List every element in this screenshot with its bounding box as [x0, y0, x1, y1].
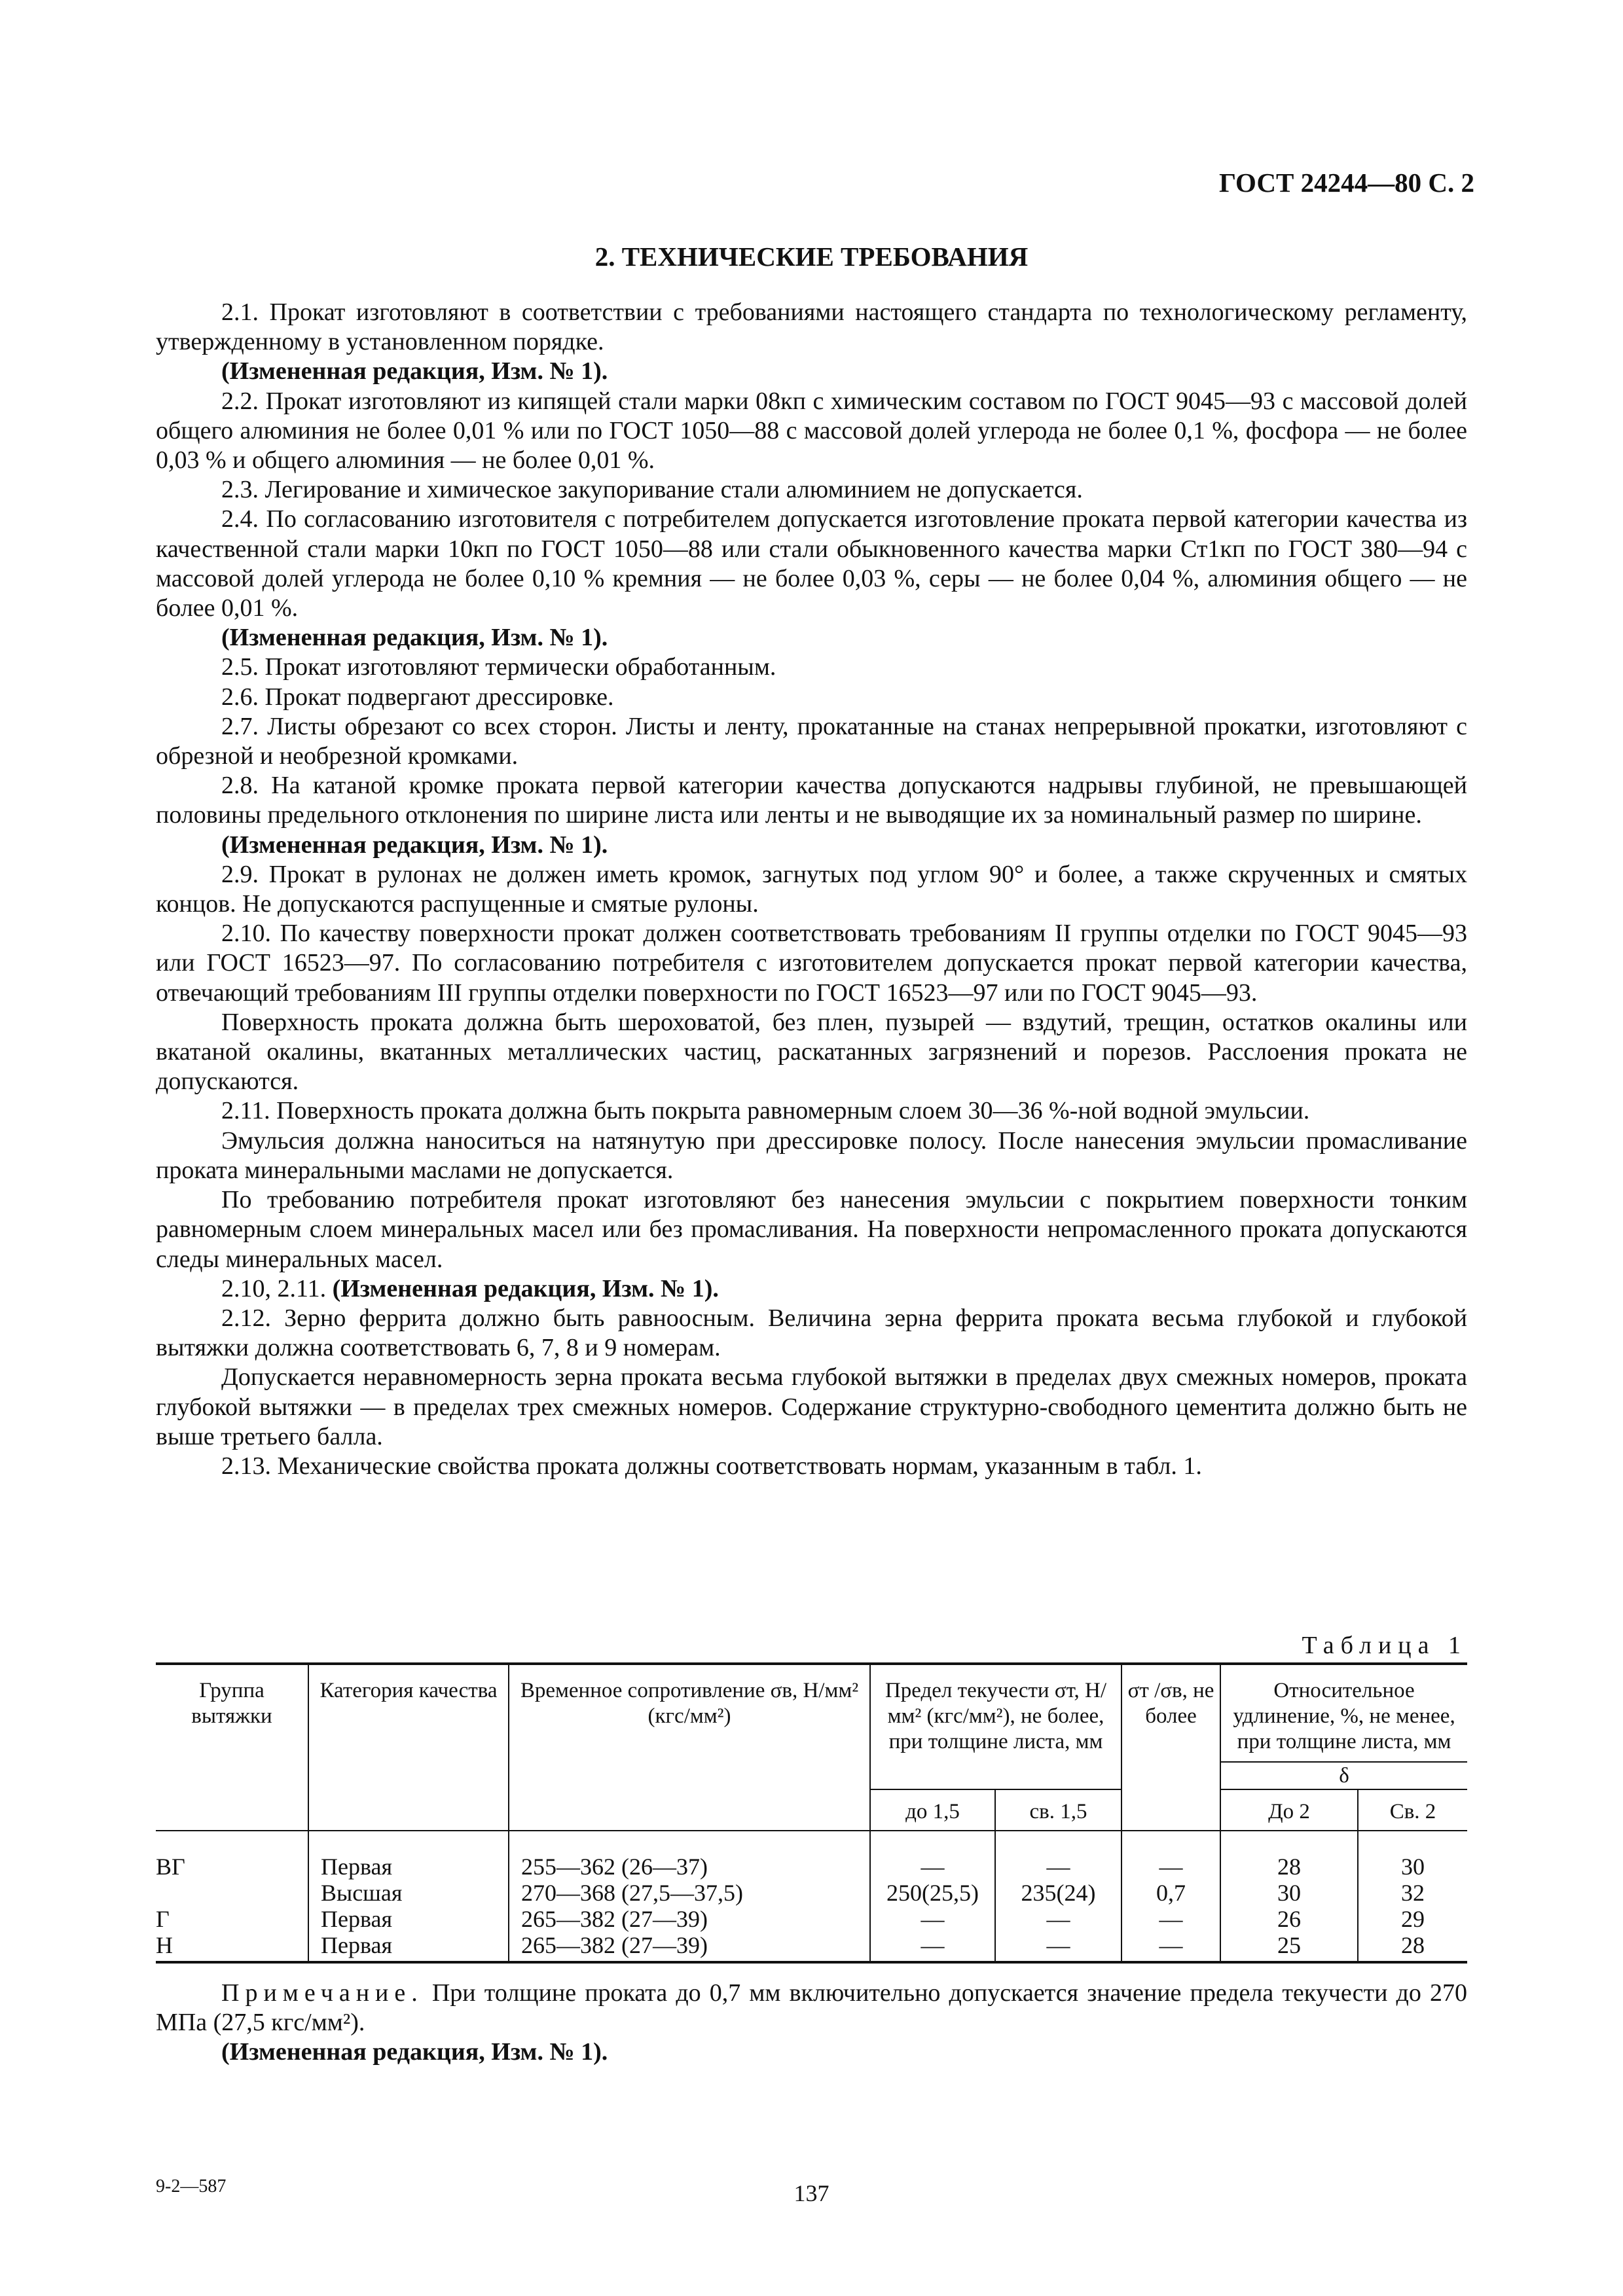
paragraph: 2.2. Прокат изготовляют из кипящей стали марки 08кп с химическим составом по ГОСТ 9045—93 с массовой долей общего алюминия не более 0,01 % или по ГОСТ 1050—88 с массовой долей углерода не более 0,1 %, фосфора — не более 0,03 % и общего алюминия — не более 0,01 %. — [156, 387, 1467, 475]
header-yield-sub2: св. 1,5 — [995, 1789, 1122, 1831]
cell-category: Первая — [308, 1906, 509, 1932]
header-delta: δ — [1220, 1762, 1467, 1789]
paragraph: 2.11. Поверхность проката должна быть покрыта равномерным слоем 30—36 %-ной водной эмульсии. — [221, 1097, 1310, 1125]
header-yield-sub1: до 1,5 — [870, 1789, 995, 1831]
cell-elong-1: 28 — [1220, 1831, 1358, 1880]
paragraph: 2.7. Листы обрезают со всех сторон. Листы и ленту, прокатанные на станах непрерывной прокатки, изготовляют с обрезной и необрезной кромками. — [156, 712, 1467, 770]
table-row — [156, 1932, 1467, 1962]
cell-group — [156, 1880, 308, 1906]
paragraph-prefix: 2.10, 2.11. — [221, 1274, 333, 1302]
paragraph: 2.12. Зерно феррита должно быть равноосным. Величина зерна феррита проката весьма глубокой и глубокой вытяжки должна соответствовать 6, 7, 8 и 9 номерам. — [156, 1304, 1467, 1362]
cell-yield-1: — — [870, 1831, 995, 1880]
cell-ratio: 0,7 — [1122, 1880, 1220, 1906]
cell-tensile: 265—382 (27—39) — [509, 1932, 870, 1962]
section-title: 2. ТЕХНИЧЕСКИЕ ТРЕБОВАНИЯ — [594, 242, 1029, 272]
paragraph: 2.10. По качеству поверхности прокат должен соответствовать требованиям II группы отделки по ГОСТ 9045—93 или ГОСТ 16523—97. По согласованию потребителя с изготовителем допускается прокат первой категории качества, отвечающий требованиям III группы отделки поверхности по ГОСТ 16523—97 или по ГОСТ 9045—93. — [156, 920, 1467, 1007]
paragraph: 2.9. Прокат в рулонах не должен иметь кромок, загнутых под углом 90° и более, а также скрученных и смятых концов. Не допускаются распущенные и смятые рулоны. — [156, 860, 1467, 918]
cell-category: Первая — [308, 1831, 509, 1880]
cell-yield-1: 250(25,5) — [870, 1880, 995, 1906]
header-elong-sub1: До 2 — [1220, 1789, 1358, 1831]
header-ratio: σт /σв, не более — [1122, 1664, 1220, 1831]
cell-tensile: 270—368 (27,5—37,5) — [509, 1880, 870, 1906]
cell-elong-2: 30 — [1358, 1831, 1467, 1880]
cell-elong-2: 28 — [1358, 1932, 1467, 1962]
cell-group: Н — [156, 1932, 308, 1962]
footer-code: 9-2—587 — [156, 2176, 227, 2197]
note-paragraph — [156, 1979, 1467, 2037]
header-elongation: Относительное удлинение, %, не менее, при толщине листа, мм — [1220, 1664, 1467, 1762]
paragraph: 2.3. Легирование и химическое закупоривание стали алюминием не допускается. — [221, 476, 1083, 504]
cell-elong-2: 29 — [1358, 1906, 1467, 1932]
paragraph: Поверхность проката должна быть шероховатой, без плен, пузырей — вздутий, трещин, остатков окалины или вкатаной окалины, вкатанных металлических частиц, раскатанных загрязнений и порезов. Расслоения проката не допускаются. — [156, 1008, 1467, 1096]
page-number: 137 — [793, 2180, 830, 2206]
amendment-note: (Измененная редакция, Изм. № 1). — [221, 357, 608, 386]
paragraph: 2.4. По согласованию изготовителя с потребителем допускается изготовление проката первой категории качества из качественной стали марки 10кп по ГОСТ 1050—88 или стали обыкновенного качества марки Ст1кп по ГОСТ 380—94 с массовой долей углерода не более 0,10 % кремния — не более 0,03 %, серы — не более 0,04 %, алюминия общего — не более 0,01 %. — [156, 505, 1467, 622]
header-tensile: Временное сопротивление σв, Н/мм² (кгс/мм²) — [509, 1664, 870, 1831]
cell-group: Г — [156, 1906, 308, 1932]
mechanical-properties-table — [156, 1662, 1467, 1964]
paragraph: 2.1. Прокат изготовляют в соответствии с требованиями настоящего стандарта по технологическому регламенту, утвержденному в установленном порядке. — [156, 298, 1467, 356]
cell-yield-1: — — [870, 1906, 995, 1932]
amendment-note: (Измененная редакция, Изм. № 1). — [221, 2038, 608, 2066]
header-group: Группа вытяжки — [156, 1664, 308, 1831]
paragraph: По требованию потребителя прокат изготовляют без нанесения эмульсии с покрытием поверхности тонким равномерным слоем минеральных масел или без промасливания. На поверхности непромасленного проката допускаются следы минеральных масел. — [156, 1186, 1467, 1273]
cell-group: ВГ — [156, 1831, 308, 1880]
cell-ratio: — — [1122, 1932, 1220, 1962]
cell-yield-2: — — [995, 1906, 1122, 1932]
note-text: При толщине проката до 0,7 мм включительно допускается значение предела текучести до 270 МПа (27,5 кгс/мм²). — [156, 1979, 1467, 2037]
table-caption: Таблица 1 — [1302, 1632, 1467, 1659]
paragraph: Допускается неравномерность зерна проката весьма глубокой вытяжки в пределах двух смежных номеров, проката глубокой вытяжки — в пределах трех смежных номеров. Содержание структурно-свободного цементита должно быть не выше третьего балла. — [156, 1363, 1467, 1450]
header-elong-sub2: Св. 2 — [1358, 1789, 1467, 1831]
cell-yield-2: — — [995, 1932, 1122, 1962]
table-row — [156, 1831, 1467, 1880]
cell-elong-2: 32 — [1358, 1880, 1467, 1906]
cell-yield-1: — — [870, 1932, 995, 1962]
paragraph: 2.5. Прокат изготовляют термически обработанным. — [221, 653, 776, 681]
paragraph: 2.8. На катаной кромке проката первой категории качества допускаются надрывы глубиной, не превышающей половины предельного отклонения по ширине листа или ленты и не выводящие их за номинальный размер по ширине. — [156, 772, 1467, 829]
cell-category: Первая — [308, 1932, 509, 1962]
body-text — [156, 298, 1467, 1481]
paragraph: 2.6. Прокат подвергают дрессировке. — [221, 683, 614, 711]
paragraph-mixed — [156, 1274, 1467, 1304]
cell-elong-1: 25 — [1220, 1932, 1358, 1962]
note-label: Примечание. — [221, 1979, 424, 2007]
amendment-note: (Измененная редакция, Изм. № 1). — [332, 1274, 719, 1302]
cell-ratio: — — [1122, 1831, 1220, 1880]
cell-yield-2: — — [995, 1831, 1122, 1880]
document-header: ГОСТ 24244—80 С. 2 — [1218, 168, 1474, 198]
header-category: Категория качества — [308, 1664, 509, 1831]
table-row — [156, 1880, 1467, 1906]
table-note — [156, 1979, 1467, 2068]
cell-elong-1: 26 — [1220, 1906, 1358, 1932]
cell-tensile: 265—382 (27—39) — [509, 1906, 870, 1932]
paragraph: 2.13. Механические свойства проката должны соответствовать нормам, указанным в табл. 1. — [221, 1452, 1202, 1480]
cell-tensile: 255—362 (26—37) — [509, 1831, 870, 1880]
header-yield: Предел текучести σт, Н/мм² (кгс/мм²), не более, при толщине листа, мм — [870, 1664, 1122, 1789]
paragraph: Эмульсия должна наноситься на натянутую при дрессировке полосу. После нанесения эмульсии промасливание проката минеральными маслами не допускается. — [156, 1126, 1467, 1184]
cell-category: Высшая — [308, 1880, 509, 1906]
table-row — [156, 1906, 1467, 1932]
cell-yield-2: 235(24) — [995, 1880, 1122, 1906]
amendment-note: (Измененная редакция, Изм. № 1). — [221, 624, 608, 652]
amendment-note: (Измененная редакция, Изм. № 1). — [221, 831, 608, 859]
cell-elong-1: 30 — [1220, 1880, 1358, 1906]
cell-ratio: — — [1122, 1906, 1220, 1932]
